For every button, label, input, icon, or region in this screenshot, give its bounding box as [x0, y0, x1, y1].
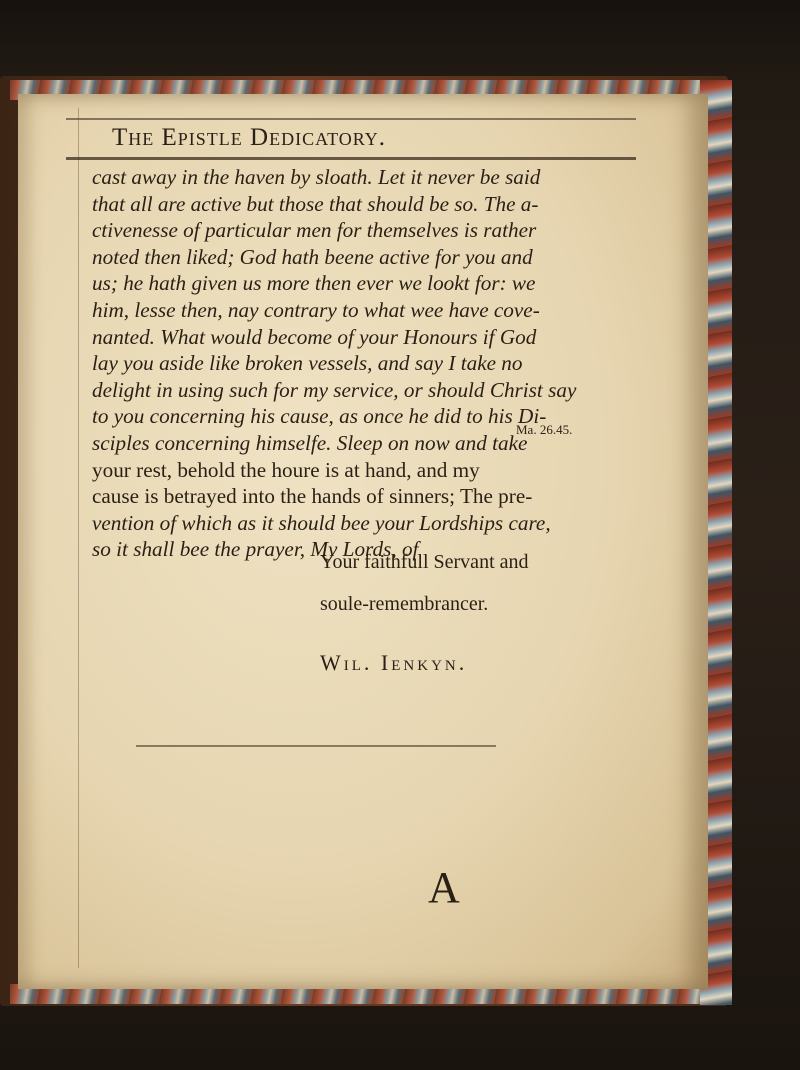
header-rule — [66, 157, 636, 160]
margin-rule — [78, 108, 79, 968]
body-line-3: ctivenesse of particular men for themselves is rather — [92, 218, 537, 243]
body-text — [92, 164, 612, 563]
body-line-2: that all are active but those that should be so. The a- — [92, 191, 539, 216]
body-line-1: cast away in the haven by sloath. Let it never be said — [92, 165, 541, 189]
body-line-12: your rest, behold the houre is at hand, and my — [92, 457, 480, 482]
body-line-6: him, lesse then, nay contrary to what wee have cove- — [92, 297, 540, 322]
running-head: The Epistle Dedicatory. — [112, 124, 387, 151]
body-line-9: delight in using such for my service, or should Christ say — [92, 377, 577, 402]
catchword: A — [428, 863, 460, 912]
body-line-14: vention of which as it should bee your Lordships care, — [92, 510, 551, 535]
body-line-5: us; he hath given us more then ever we lookt for: we — [92, 271, 536, 296]
body-line-4: noted then liked; God hath beene active for you and — [92, 244, 533, 269]
closing-line-1: Your faithfull Servant and — [320, 551, 529, 573]
top-rule — [66, 118, 636, 120]
closing-line-2: soule-remembrancer. — [320, 593, 489, 615]
body-line-13: cause is betrayed into the hands of sinners; The pre- — [92, 484, 533, 509]
body-line-8: lay you aside like broken vessels, and say I take no — [92, 351, 523, 376]
margin-note: Ma. 26.45. — [516, 422, 573, 437]
bottom-rule — [136, 745, 496, 747]
body-line-15: so it shall bee the prayer, My Lords, of — [92, 537, 419, 562]
body-line-10: to you concerning his cause, as once he did to his Di- — [92, 404, 547, 429]
body-line-7: nanted. What would become of your Honours if God — [92, 324, 537, 349]
body-line-11: sciples concerning himselfe. Sleep on now and take — [92, 430, 528, 455]
signature: Wil. Ienkyn. — [320, 650, 468, 675]
